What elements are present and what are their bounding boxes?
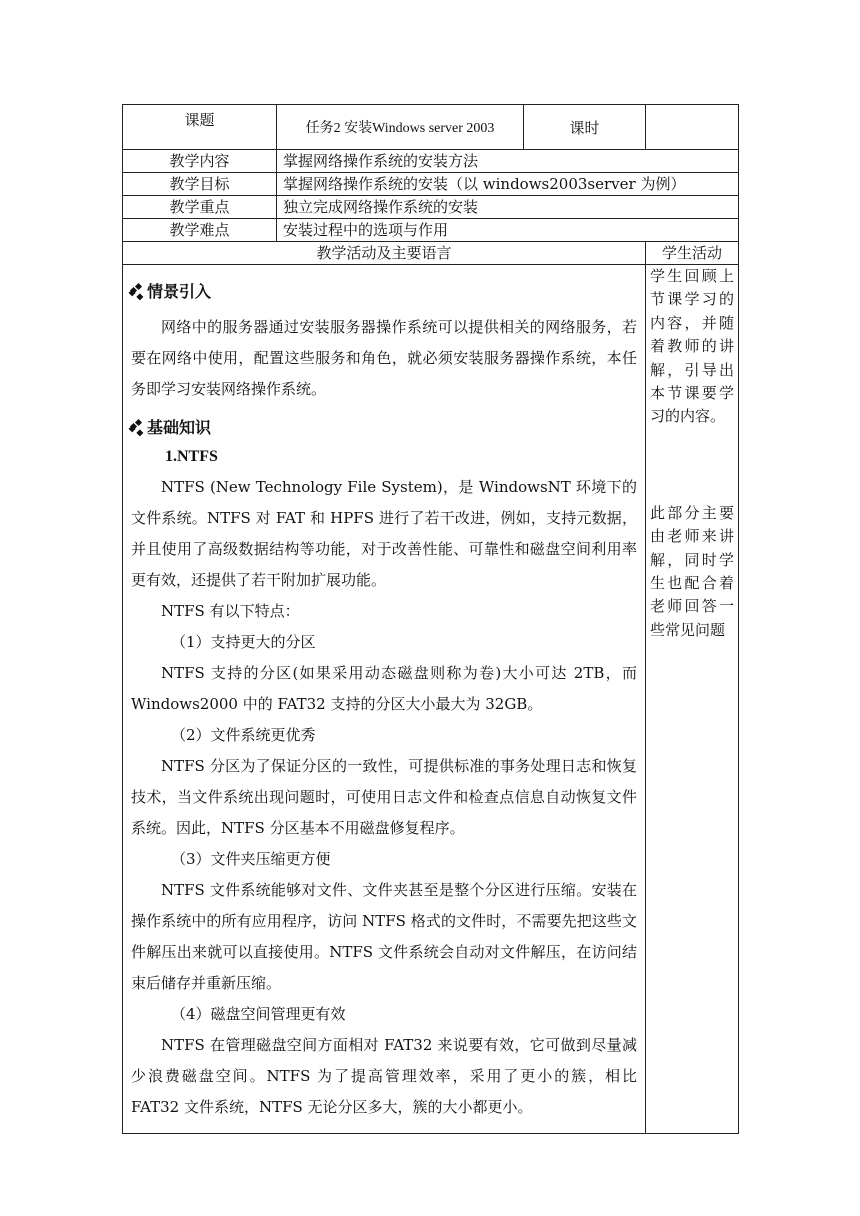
student-note: 学生回顾上节课学习的内容，并随着教师的讲解，引导出本节课要学习的内容。	[650, 267, 734, 426]
section-title: 情景引入	[147, 282, 212, 301]
content-row	[123, 265, 739, 1134]
feature-title: （2）文件系统更优秀	[171, 726, 316, 744]
paragraph: NTFS (New Technology File System)，是 WindowsNT 环境下的文件系统。NTFS 对 FAT 和 HPFS 进行了若干改进，例如，支持元数据，并且使用了高级数据结构等功能，对于改善性能、可靠性和磁盘空间利用率更有效，还提供了若干附加扩展功能。	[131, 478, 637, 589]
student-note: 此部分主要由老师来讲解，同时学生也配合着老师回答一些常见问题	[650, 503, 734, 639]
activity-header-row	[123, 242, 739, 265]
section-title: 基础知识	[147, 418, 212, 437]
teacher-activity-header: 教学活动及主要语言	[123, 242, 646, 265]
row-value: 独立完成网络操作系统的安装	[277, 196, 739, 219]
section-heading	[131, 415, 637, 438]
row-value: 安装过程中的选项与作用	[277, 219, 739, 242]
paragraph: NTFS 有以下特点：	[161, 602, 300, 620]
paragraph: NTFS 在管理磁盘空间方面相对 FAT32 来说要有效，它可做到尽量减少浪费磁盘空间。NTFS 为了提高管理效率，采用了更小的簇，相比 FAT32 文件系统，NTFS 无论分区多大，簇的大小都更小。	[131, 1036, 637, 1116]
student-activity-header: 学生活动	[646, 242, 739, 265]
row-label: 教学目标	[123, 173, 277, 196]
subsection-heading: 1.NTFS	[165, 448, 218, 465]
student-activity	[646, 265, 739, 1134]
feature-title: （4）磁盘空间管理更有效	[171, 1005, 346, 1023]
row-label: 教学难点	[123, 219, 277, 242]
row-label: 教学内容	[123, 150, 277, 173]
section-heading	[131, 279, 637, 302]
paragraph: NTFS 文件系统能够对文件、文件夹甚至是整个分区进行压缩。安装在操作系统中的所有应用程序，访问 NTFS 格式的文件时，不需要先把这些文件解压出来就可以直接使用。NTFS 文件系统会自动对文件解压，在访问结束后储存并重新压缩。	[131, 881, 637, 992]
row-label: 教学重点	[123, 196, 277, 219]
header-row	[123, 105, 739, 150]
paragraph: NTFS 支持的分区(如果采用动态磁盘则称为卷)大小可达 2TB，而 Windows2000 中的 FAT32 支持的分区大小最大为 32GB。	[131, 664, 637, 713]
task-title: 任务2 安装Windows server 2003	[277, 105, 524, 150]
topic-label: 课题	[123, 105, 277, 150]
info-row	[123, 219, 739, 242]
row-value: 掌握网络操作系统的安装方法	[277, 150, 739, 173]
hours-value	[646, 105, 739, 150]
row-value: 掌握网络操作系统的安装（以 windows2003server 为例）	[277, 173, 739, 196]
hours-label: 课时	[524, 105, 646, 150]
paragraph: NTFS 分区为了保证分区的一致性，可提供标准的事务处理日志和恢复技术，当文件系统出现问题时，可使用日志文件和检查点信息自动恢复文件系统。因此，NTFS 分区基本不用磁盘修复程序。	[131, 757, 637, 837]
diamond-bullet-icon	[131, 284, 145, 298]
teacher-content	[123, 265, 646, 1134]
paragraph: 网络中的服务器通过安装服务器操作系统可以提供相关的网络服务，若要在网络中使用，配置这些服务和角色，就必须安装服务器操作系统，本任务即学习安装网络操作系统。	[131, 318, 637, 398]
info-row	[123, 150, 739, 173]
info-row	[123, 196, 739, 219]
feature-title: （1）支持更大的分区	[171, 633, 316, 651]
lesson-plan-table	[122, 104, 739, 1134]
feature-title: （3）文件夹压缩更方便	[171, 850, 331, 868]
diamond-bullet-icon	[131, 420, 145, 434]
info-row	[123, 173, 739, 196]
